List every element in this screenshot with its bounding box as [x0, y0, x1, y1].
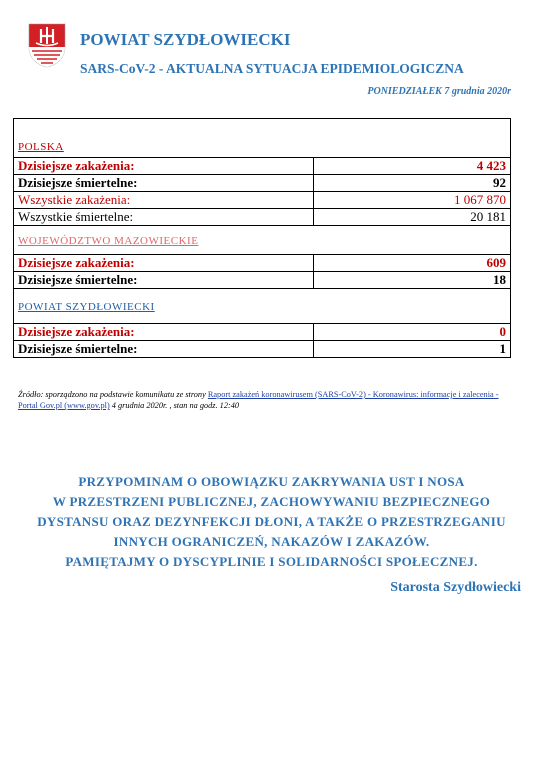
signature: Starosta Szydłowiecki: [390, 580, 521, 595]
row-value: 1: [314, 341, 511, 358]
row-label: Dzisiejsze śmiertelne:: [14, 341, 314, 358]
row-label: Dzisiejsze zakażenia:: [14, 255, 314, 272]
source-prefix: Źródło: sporządzono na podstawie komunikatu ze strony: [18, 390, 206, 399]
appeal-line: PRZYPOMINAM O OBOWIĄZKU ZAKRYWANIA UST I NOSA: [78, 474, 465, 489]
row-value: 1 067 870: [314, 192, 511, 209]
table-row: [14, 209, 511, 226]
appeal-line: DYSTANSU ORAZ DEZYNFEKCJI DŁONI, A TAKŻE O PRZESTRZEGANIU: [37, 514, 506, 529]
table-row: [14, 255, 511, 272]
appeal-line: PAMIĘTAJMY O DYSCYPLINIE I SOLIDARNOŚCI SPOŁECZNEJ.: [65, 554, 478, 569]
row-value: 609: [314, 255, 511, 272]
row-value: 92: [314, 175, 511, 192]
table-row: [14, 341, 511, 358]
section-heading-wojewodztwo: [14, 226, 511, 255]
source-suffix: 4 grudnia 2020r. , stan na godz. 12:40: [111, 401, 240, 410]
row-label: Dzisiejsze zakażenia:: [14, 324, 314, 341]
section-heading: POLSKA: [18, 141, 64, 153]
page-title: POWIAT SZYDŁOWIECKI: [80, 30, 291, 49]
appeal-line: INNYCH OGRANICZEŃ, NAKAZÓW I ZAKAZÓW.: [113, 534, 430, 549]
table-row: [14, 158, 511, 175]
page-subtitle: SARS-CoV-2 - AKTUALNA SYTUACJA EPIDEMIOLOGICZNA: [80, 61, 464, 76]
table-row: [14, 272, 511, 289]
table-row: [14, 192, 511, 209]
row-value: 4 423: [314, 158, 511, 175]
row-value: 18: [314, 272, 511, 289]
report-date: PONIEDZIAŁEK 7 grudnia 2020r: [367, 86, 511, 97]
table-row: [14, 175, 511, 192]
section-heading-powiat: [14, 289, 511, 324]
section-heading: POWIAT SZYDŁOWIECKI: [18, 300, 155, 313]
row-label: Wszystkie śmiertelne:: [14, 209, 314, 226]
table-row: [14, 324, 511, 341]
row-value: 20 181: [314, 209, 511, 226]
statistics-table: [13, 118, 511, 358]
row-label: Dzisiejsze śmiertelne:: [14, 272, 314, 289]
source-note: [18, 389, 518, 411]
public-appeal: [0, 472, 543, 572]
row-label: Dzisiejsze zakażenia:: [14, 158, 314, 175]
section-heading-polska: [14, 119, 511, 158]
section-heading: WOJEWÓDZTWO MAZOWIECKIE: [18, 234, 199, 247]
row-value: 0: [314, 324, 511, 341]
source-link[interactable]: Raport zakażeń koronawirusem (SARS-CoV-2) - Koronawirus: informacje i zalecenia - Portal Gov.pl (www.gov.pl): [18, 390, 499, 410]
row-label: Dzisiejsze śmiertelne:: [14, 175, 314, 192]
appeal-line: W PRZESTRZENI PUBLICZNEJ, ZACHOWYWANIU BEZPIECZNEGO: [52, 494, 491, 509]
coat-of-arms-icon: [28, 23, 66, 68]
row-label: Wszystkie zakażenia:: [14, 192, 314, 209]
